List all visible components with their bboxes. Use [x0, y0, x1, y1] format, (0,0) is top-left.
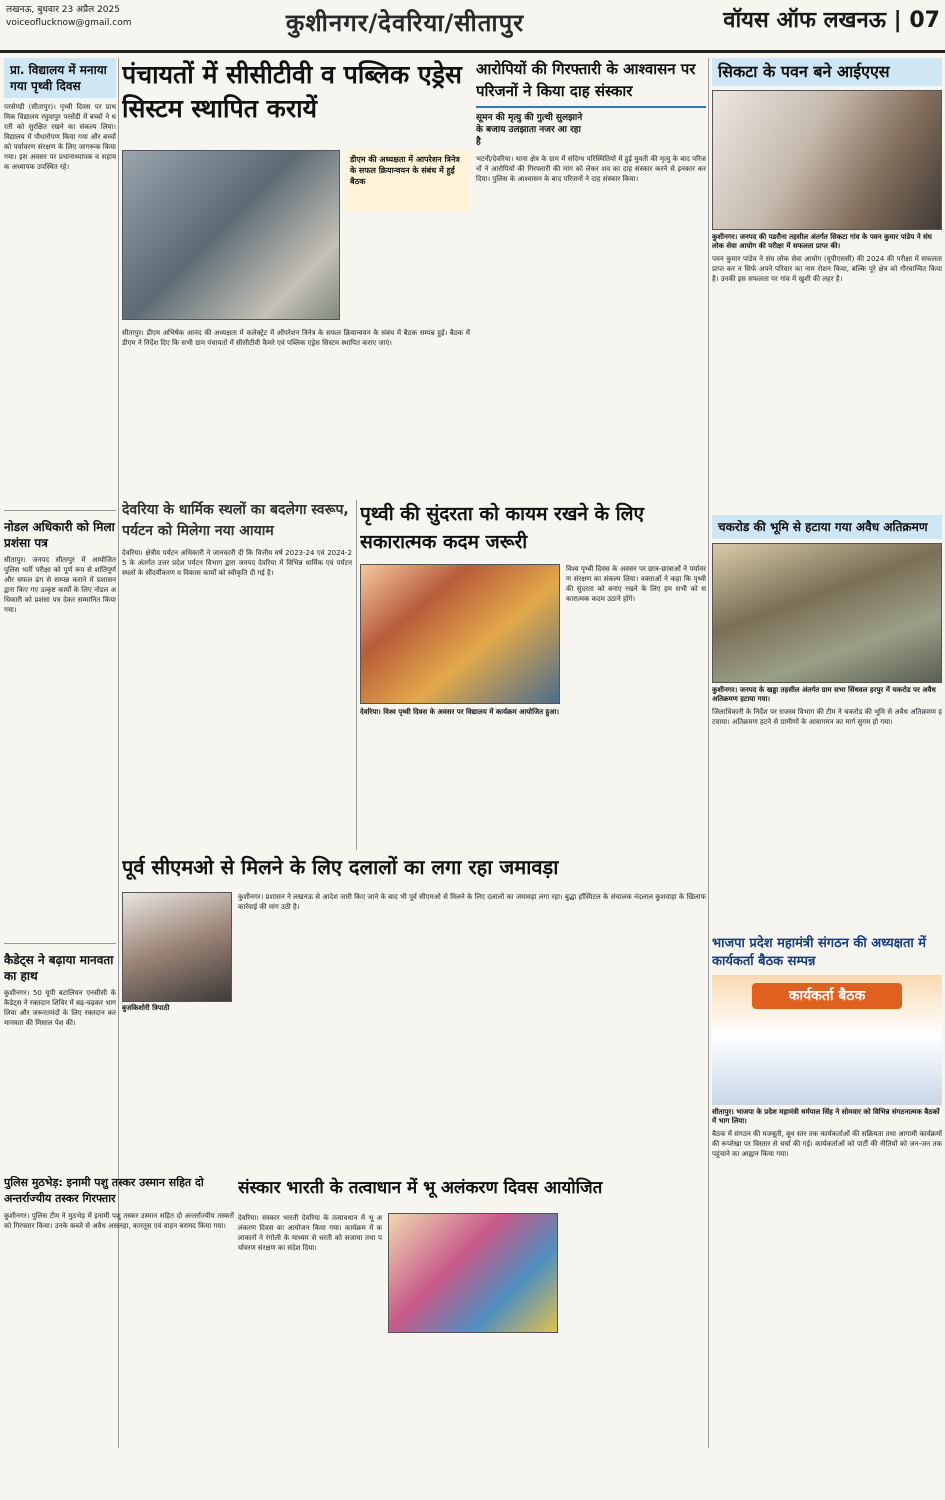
cadets-title: कैडेट्स ने बढ़ाया मानवता का हाथ	[4, 953, 114, 983]
column-rule	[708, 58, 709, 1448]
tourism-body: देवरिया। क्षेत्रीय पर्यटन अधिकारी ने जानकारी दी कि वित्तीय वर्ष 2023-24 एवं 2024-25 के अंतर्गत उत्तर प्रदेश पर्यटन विभाग द्वारा जनपद देवरिया में विभिन्न धार्मिक एवं पर्यटन स्थलों के सौंदर्यीकरण व विकास कार्यों को स्वीकृति दी गई है।	[122, 549, 352, 577]
encroach-story	[712, 515, 942, 930]
earth-day-title-box	[4, 58, 116, 98]
earth-beauty-caption: देवरिया। विश्व पृथ्वी दिवस के अवसर पर विद्यालय में कार्यक्रम आयोजित हुआ।	[360, 708, 560, 716]
masthead-dateline	[6, 4, 236, 54]
encroach-body: जिलाधिकारी के निर्देश पर राजस्व विभाग की टीम ने चकरोड की भूमि से अवैध अतिक्रमण हटवाया। अतिक्रमण हटने से ग्रामीणों के आवागमन का मार्ग सुगम हो गया।	[712, 708, 942, 726]
site-email: voiceoflucknow@gmail.com	[6, 18, 132, 28]
earth-day-title: प्रा. विद्यालय में मनाया गया पृथ्वी दिवस	[10, 63, 107, 93]
tourism-title: देवरिया के धार्मिक स्थलों का बदलेगा स्वरूप, पर्यटन को मिलेगा नया आयाम	[122, 502, 349, 539]
encroach-photo	[712, 543, 942, 683]
cadets-body: कुशीनगर। 50 यूपी बटालियन एनसीसी के कैडेट्स ने रक्तदान शिविर में बढ़-चढ़कर भाग लिया और जरूरतमंदों के लिए रक्तदान कर मानवता की मिसाल पेश की।	[4, 989, 116, 1027]
earth-beauty-body: विश्व पृथ्वी दिवस के अवसर पर छात्र-छात्राओं ने पर्यावरण संरक्षण का संकल्प लिया। वक्ताओं ने कहा कि पृथ्वी की सुंदरता को बनाए रखने के लिए हम सभी को सकारात्मक कदम उठाने होंगे।	[566, 565, 706, 603]
police-title: पुलिस मुठभेड़: इनामी पशु तस्कर उस्मान सहित दो अन्तर्राज्यीय तस्कर गिरफ्तार	[4, 1176, 204, 1205]
arson-title: आरोपियों की गिरफ्तारी के आश्वासन पर परिजनों ने किया दाह संस्कार	[476, 60, 696, 100]
police-body: कुशीनगर। पुलिस टीम ने मुठभेड़ में इनामी पशु तस्कर उस्मान सहित दो अन्तर्राज्यीय तस्करों को गिरफ्तार किया। उनके कब्जे से अवैध असलहा, कारतूस एवं वाहन बरामद किया गया।	[4, 1212, 234, 1230]
brand-title	[690, 4, 940, 44]
section-title: कुशीनगर/देवरिया/सीतापुर	[285, 9, 525, 37]
earth-beauty-story	[360, 500, 706, 850]
date-line: लखनऊ, बुधवार 23 अप्रैल 2025	[6, 5, 120, 15]
ex-cmo-photo	[122, 892, 232, 1002]
cctv-story	[122, 58, 470, 498]
bjp-body: बैठक में संगठन की मजबूती, बूथ स्तर तक कार्यकर्ताओं की सक्रियता तथा आगामी कार्यक्रमों की रूपरेखा पर विस्तार से चर्चा की गई। कार्यकर्ताओं को पार्टी की नीतियों को जन-जन तक पहुंचाने का आह्वान किया गया।	[712, 1130, 942, 1158]
cctv-subheading: डीएम की अध्यक्षता में आपरेशन त्रिनेत्र के सफल क्रियान्वयन के संबंध में हुई बैठक	[346, 150, 470, 210]
bjp-title: भाजपा प्रदेश महामंत्री संगठन की अध्यक्षता में कार्यकर्ता बैठक सम्पन्न	[712, 936, 927, 969]
arson-subheading: सूमन की मृत्यु की गुत्थी सुलझाने के बजाय उलझाता नजर आ रहा है	[476, 113, 583, 147]
arson-body: भटनी/देवरिया। थाना क्षेत्र के ग्राम में संदिग्ध परिस्थितियों में हुई युवती की मृत्यु के बाद परिजनों ने आरोपियों की गिरफ्तारी की मांग को लेकर शव का दाह संस्कार करने से इनकार कर दिया। पुलिस के आश्वासन के बाद परिजनों ने दाह संस्कार किया।	[476, 155, 706, 183]
encroach-title-box	[712, 515, 942, 539]
brand-name: वॉयस ऑफ लखनऊ	[723, 8, 886, 33]
sanskar-title: संस्कार भारती के तत्वाधान में भू अलंकरण दिवस आयोजित	[238, 1178, 603, 1198]
sikta-title: सिकटा के पवन बने आईएएस	[718, 62, 890, 81]
sanskar-body: देवरिया। संस्कार भारती देवरिया के तत्वावधान में भू अलंकरण दिवस का आयोजन किया गया। कार्यक्रम में कलाकारों ने रंगोली के माध्यम से धरती को सजाया तथा पर्यावरण संरक्षण का संदेश दिया।	[238, 1214, 382, 1252]
bjp-caption: सीतापुर। भाजपा के प्रदेश महामंत्री धर्मपाल सिंह ने सोमवार को विभिन्न संगठनात्मक बैठकों में भाग लिया।	[712, 1108, 940, 1125]
bjp-photo	[712, 975, 942, 1105]
column-rule	[356, 500, 357, 850]
nodal-body: सीतापुर। जनपद सीतापुर में आयोजित पुलिस भर्ती परीक्षा को पूर्ण रूप से शांतिपूर्ण और सफल ढंग से सम्पन्न कराने में प्रशासन द्वारा किए गए उत्कृष्ट कार्यों के लिए नोडल अधिकारी को प्रशंसा पत्र देकर सम्मानित किया गया।	[4, 556, 116, 614]
ex-cmo-caption: बुजकिशोरी त्रिपाठी	[122, 1004, 170, 1012]
divider	[4, 943, 116, 944]
police-story	[4, 1175, 234, 1495]
ex-cmo-title: पूर्व सीएमओ से मिलने के लिए दलालों का लगा रहा जमावड़ा	[122, 855, 559, 879]
cctv-photo	[122, 150, 340, 320]
cctv-title: पंचायतों में सीसीटीवी व पब्लिक एड्रेस सिस्टम स्थापित करायें	[122, 60, 462, 123]
sanskar-photo	[388, 1213, 558, 1333]
ex-cmo-body: कुशीनगर। प्रशासन ने लखनऊ से आदेश जारी किए जाने के बाद भी पूर्व सीएमओ से मिलने के लिए दलालों का जमावड़ा लगा रहा। बुद्धा हॉस्पिटल के संचालक नंदलाल कुशवाहा के खिलाफ कार्रवाई की मांग उठी है।	[238, 893, 706, 911]
sikta-story	[712, 58, 942, 513]
arson-story	[476, 58, 706, 498]
arson-title-underline	[476, 106, 706, 108]
cctv-body: सीतापुर। डीएम अभिषेक आनंद की अध्यक्षता में कलेक्ट्रेट में ऑपरेशन त्रिनेत्र के सफल क्रियान्वयन के संबंध में बैठक सम्पन्न हुई। बैठक में डीएम ने निर्देश दिए कि सभी ग्राम पंचायतों में सीसीटीवी कैमरे एवं पब्लिक एड्रेस सिस्टम स्थापित कराए जाएं।	[122, 329, 470, 347]
earth-beauty-photo	[360, 564, 560, 704]
encroach-caption: कुशीनगर। जनपद के खड्डा तहसील अंतर्गत ग्राम सभा सिंधवल हरपुर में चकरोड पर अवैध अतिक्रमण हटाया गया।	[712, 686, 936, 703]
sikta-body: पवन कुमार पांडेय ने संघ लोक सेवा आयोग (यूपीएससी) की 2024 की परीक्षा में सफलता प्राप्त कर न सिर्फ अपने परिवार का नाम रोशन किया, बल्कि पूरे क्षेत्र को गौरवान्वित किया है। उनकी इस सफलता पर गांव में खुशी की लहर है।	[712, 255, 942, 283]
earth-day-body: परसेण्डी (सीतापुर)। पृथ्वी दिवस पर प्राथमिक विद्यालय रघुवापुर परसेंडी में बच्चों ने धरती को सुरक्षित रखने का संकल्प लिया। विद्यालय में पौधारोपण किया गया और बच्चों को पर्यावरण संरक्षण के लिए जागरूक किया गया। इस अवसर पर प्रधानाध्यापक व सहायक अध्यापक उपस्थित रहे।	[4, 103, 116, 171]
tourism-story	[122, 500, 352, 850]
encroach-title: चकरोड की भूमि से हटाया गया अवैध अतिक्रमण	[718, 520, 928, 534]
sikta-photo	[712, 90, 942, 230]
bjp-banner: कार्यकर्ता बैठक	[752, 983, 902, 1009]
sikta-title-box	[712, 58, 942, 86]
ex-cmo-story	[122, 852, 706, 1172]
sikta-caption: कुशीनगर। जनपद की पडरौना तहसील अंतर्गत सिकटा गांव के पवन कुमार पांडेय ने संघ लोक सेवा आयोग की परीक्षा में सफलता प्राप्त की।	[712, 233, 932, 250]
header-rule	[0, 50, 945, 53]
earth-beauty-title: पृथ्वी की सुंदरता को कायम रखने के लिए सकारात्मक कदम जरूरी	[360, 503, 645, 553]
bjp-story	[712, 935, 942, 1455]
page-number: 07	[909, 8, 940, 33]
brand-sep: |	[893, 8, 902, 33]
divider	[4, 510, 116, 511]
sanskar-story	[238, 1175, 706, 1495]
nodal-title: नोडल अधिकारी को मिला प्रशंसा पत्र	[4, 520, 115, 550]
